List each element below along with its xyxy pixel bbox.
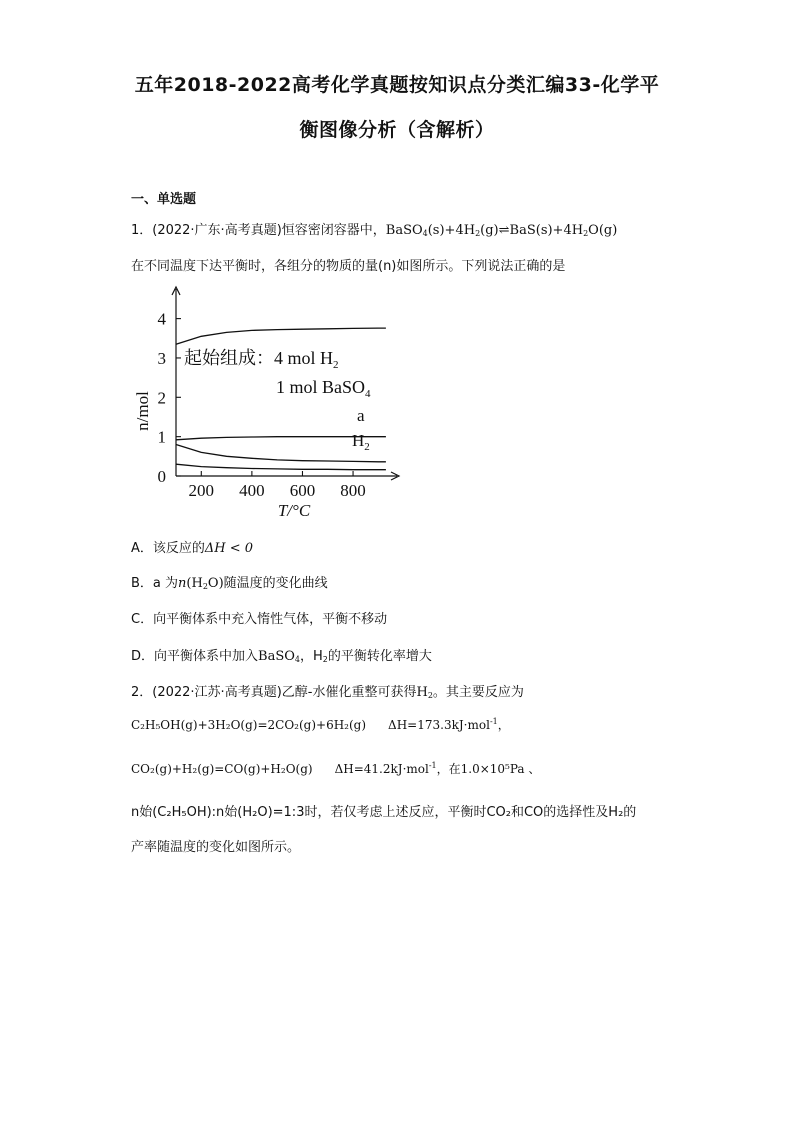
q1-stem-line1 xyxy=(131,219,617,238)
x-tick-label: 800 xyxy=(340,481,366,500)
q2-stem-line1: 2．(2022·江苏·高考真题)乙醇-水催化重整可获得$H_2$。其主要反应为 xyxy=(131,685,524,700)
x-tick-label: 200 xyxy=(188,481,215,500)
annotation-line1: 起始组成：4 mol $H_2$ xyxy=(184,348,339,371)
q2-stem-line5: 产率随温度的变化如图所示。 xyxy=(131,840,301,855)
document-title-line2: 衡图像分析（含解析） xyxy=(299,119,495,141)
series-line-curve-1 xyxy=(176,328,386,344)
q1-equation: $BaSO_4(s)+4H_2(g)\rightleftharpoons BaS(s)+4H_2O(g)$ xyxy=(385,223,618,238)
q1-option-c[interactable]: C．向平衡体系中充入惰性气体，平衡不移动 xyxy=(131,612,388,627)
q2-reaction-1: C₂H₅OH(g)+3H₂O(g)=2CO₂(g)+6H₂(g) ΔH=173.3kJ·mol$^{-1}$， xyxy=(131,717,510,732)
q1-stem-line2: 在不同温度下达平衡时，各组分的物质的量(n)如图所示。下列说法正确的是 xyxy=(131,259,566,274)
q2-stem-line4: n始(C₂H₅OH):n始(H₂O)=1:3时，若仅考虑上述反应，平衡时CO₂和CO的选择性及H₂的 xyxy=(131,805,637,820)
section-heading: 一、单选题 xyxy=(131,192,197,207)
q1-option-d[interactable]: D．向平衡体系中加入BaSO$_4$，$H_2$的平衡转化率增大 xyxy=(131,649,432,664)
document-title-line1: 五年2018-2022高考化学真题按知识点分类汇编33-化学平 xyxy=(134,74,660,96)
q1-prefix: 1．(2022·广东·高考真题)恒容密闭容器中， xyxy=(131,223,386,238)
delta-h-math: ΔH < 0 xyxy=(204,541,254,556)
x-tick-label: 600 xyxy=(289,481,316,500)
y-tick-label: 3 xyxy=(157,348,166,368)
equilibrium-arrow: ⇌ xyxy=(498,223,510,238)
q1-chart xyxy=(126,283,406,523)
y-tick-label: 0 xyxy=(157,467,166,486)
series-label-a: a xyxy=(357,406,365,425)
q2-reaction-2: CO₂(g)+H₂(g)=CO(g)+H₂O(g) ΔH=41.2kJ·mol$^{-1}$，在1.0×10⁵Pa 、 xyxy=(131,761,541,776)
series-label-h2: $H_2$ xyxy=(352,431,370,453)
q1-option-b[interactable]: B．a 为$n(H_2O)$随温度的变化曲线 xyxy=(131,576,328,591)
y-tick-label: 4 xyxy=(157,309,166,329)
y-tick-label: 1 xyxy=(157,427,166,447)
y-tick-label: 2 xyxy=(157,388,166,408)
x-tick-label: 400 xyxy=(239,481,265,500)
series-line-curve-4 xyxy=(176,464,386,470)
x-axis-label: T/°C xyxy=(277,501,311,520)
q1-option-a[interactable]: A．该反应的ΔH < 0 xyxy=(131,541,254,556)
annotation-line2: 1 mol BaSO$_4$ xyxy=(276,377,371,400)
y-axis-label: n/mol xyxy=(133,391,152,431)
